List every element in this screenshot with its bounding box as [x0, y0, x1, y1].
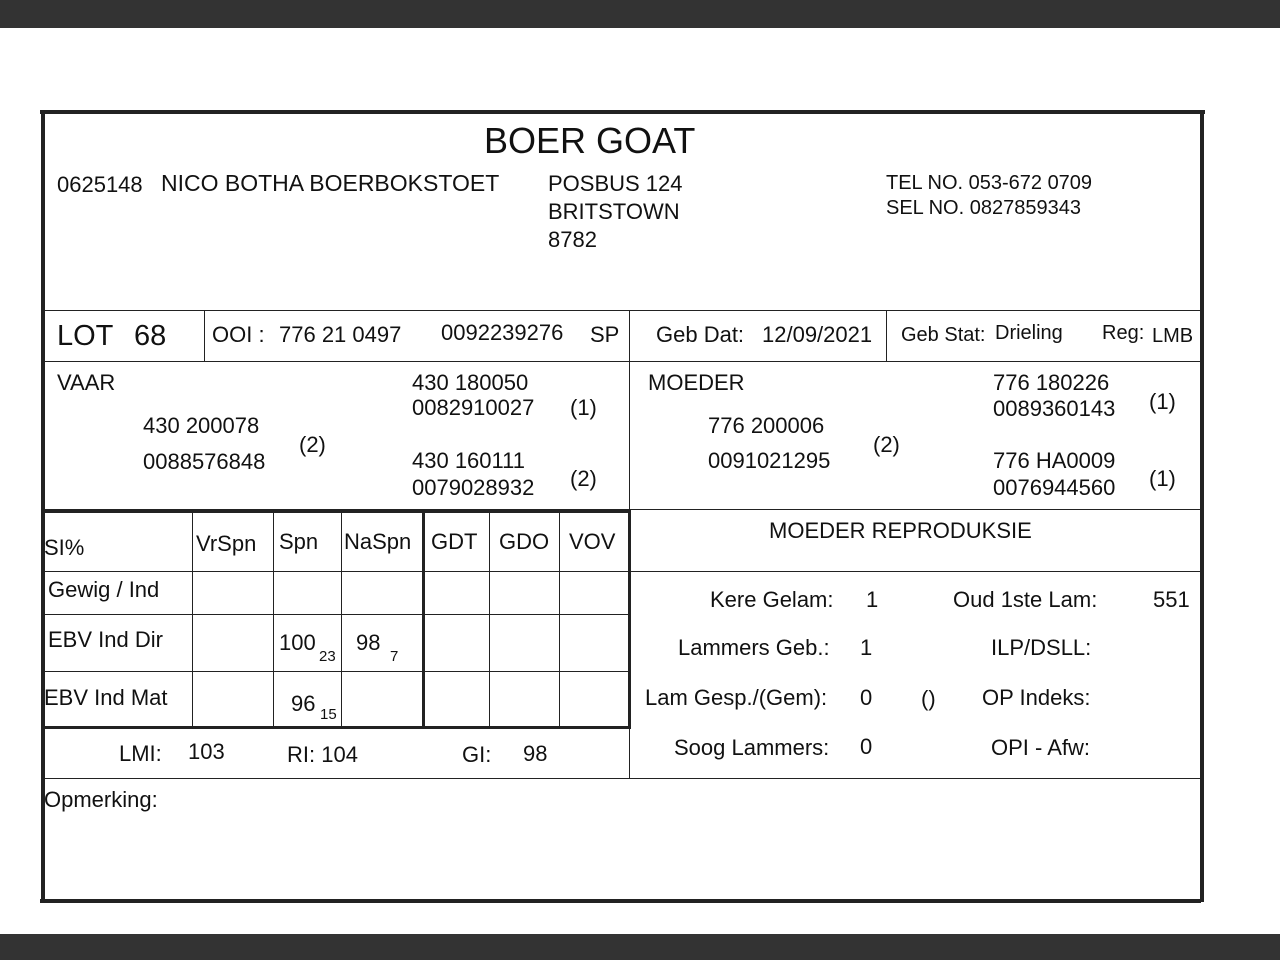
grid-header-gdt: GDT — [431, 529, 478, 554]
moeder-gdam-count: (1) — [1149, 466, 1176, 491]
breeder-name: NICO BOTHA BOERBOKSTOET — [161, 170, 500, 196]
address-line-2: BRITSTOWN — [548, 199, 680, 224]
lot-number: 68 — [134, 320, 167, 352]
kere-value: 1 — [866, 587, 879, 612]
gesp-value: 0 — [860, 685, 873, 710]
vaar-gsire-count: (1) — [570, 395, 597, 420]
geb-stat-value: Drieling — [995, 322, 1063, 344]
moeder-dam-no: 0091021295 — [708, 448, 831, 473]
oud-label: Oud 1ste Lam: — [953, 587, 1098, 612]
op-label: OP Indeks: — [982, 685, 1091, 710]
address-line-1: POSBUS 124 — [548, 171, 683, 196]
ilp-label: ILP/DSLL: — [991, 635, 1092, 660]
divider — [886, 310, 887, 361]
grid-header-gdo: GDO — [499, 529, 550, 554]
indexes-bottom-line — [44, 778, 1201, 779]
ebv-dir-naspn-acc: 7 — [390, 648, 399, 665]
moeder-gdam-id: 776 HA0009 — [993, 448, 1116, 473]
opi-label: OPI - Afw: — [991, 735, 1091, 760]
bottom-dark-bar — [0, 934, 1280, 960]
grid-col-line — [489, 512, 490, 727]
ebv-mat-spn: 96 — [291, 691, 316, 716]
divider — [204, 310, 205, 361]
oud-value: 551 — [1153, 587, 1190, 612]
grid-col-line-bold — [422, 512, 425, 727]
lammers-value: 1 — [860, 635, 873, 660]
ebv-dir-naspn: 98 — [356, 630, 381, 655]
tel-number: TEL NO. 053-672 0709 — [886, 172, 1093, 194]
top-dark-bar — [0, 0, 1280, 28]
breeder-number: 0625148 — [57, 172, 143, 197]
grid-col-line — [273, 512, 274, 727]
reg-value: LMB — [1152, 325, 1194, 347]
sel-number: SEL NO. 0827859343 — [886, 197, 1081, 219]
grid-col-line — [341, 512, 342, 727]
moeder-dam-id: 776 200006 — [708, 413, 825, 438]
vaar-label: VAAR — [57, 370, 116, 395]
lot-row-bottom-line — [44, 361, 1201, 362]
ooi-label: OOI : — [212, 322, 265, 347]
geb-dat-label: Geb Dat: — [656, 322, 745, 347]
vaar-gdam-id: 430 160111 — [412, 448, 525, 473]
geb-dat-value: 12/09/2021 — [762, 322, 873, 347]
ri-value: RI: 104 — [287, 742, 358, 767]
grid-row-gewig: Gewig / Ind — [48, 577, 160, 602]
lot-row-top-line — [44, 310, 1201, 311]
ebv-mat-spn-acc: 15 — [320, 706, 337, 723]
opmerking-label: Opmerking: — [44, 787, 158, 812]
repro-title: MOEDER REPRODUKSIE — [769, 518, 1032, 543]
moeder-gdam-no: 0076944560 — [993, 475, 1116, 500]
lammers-label: Lammers Geb.: — [678, 635, 830, 660]
grid-row-line — [44, 614, 630, 615]
grid-header-si: SI% — [44, 535, 85, 560]
vaar-gsire-id: 430 180050 — [412, 370, 529, 395]
soog-value: 0 — [860, 734, 873, 759]
geb-stat-label: Geb Stat: — [901, 324, 986, 346]
ooi-code: SP — [590, 322, 620, 347]
ooi-reg-no: 0092239276 — [441, 320, 564, 345]
card-title: BOER GOAT — [484, 120, 696, 161]
grid-row-ebv-dir: EBV Ind Dir — [48, 627, 163, 652]
gi-label: GI: — [462, 742, 492, 767]
frame-right — [1200, 112, 1204, 902]
reg-label: Reg: — [1102, 322, 1145, 344]
lmi-value: 103 — [188, 739, 225, 764]
grid-right-line — [628, 510, 631, 729]
repro-title-line — [630, 571, 1201, 572]
moeder-gsire-no: 0089360143 — [993, 396, 1116, 421]
vaar-sire-no: 0088576848 — [143, 449, 266, 474]
vaar-gdam-count: (2) — [570, 466, 597, 491]
soog-label: Soog Lammers: — [674, 735, 830, 760]
ebv-dir-spn-acc: 23 — [319, 648, 336, 665]
grid-row-line — [44, 671, 630, 672]
moeder-label: MOEDER — [648, 370, 745, 395]
grid-bottom-line — [43, 726, 631, 729]
grid-row-ebv-mat: EBV Ind Mat — [44, 685, 168, 710]
address-line-3: 8782 — [548, 227, 597, 252]
frame-left — [41, 112, 45, 902]
vaar-gsire-no: 0082910027 — [412, 395, 535, 420]
gem-value: () — [921, 686, 936, 711]
grid-col-line — [559, 512, 560, 727]
grid-row-line — [44, 571, 630, 572]
frame-top — [40, 110, 1205, 114]
grid-header-spn: Spn — [279, 529, 319, 554]
grid-header-naspn: NaSpn — [344, 529, 412, 554]
vaar-sire-count: (2) — [299, 432, 326, 457]
lmi-label: LMI: — [119, 741, 162, 766]
ooi-id: 776 21 0497 — [279, 322, 402, 347]
ebv-dir-spn: 100 — [279, 630, 316, 655]
moeder-gsire-count: (1) — [1149, 389, 1176, 414]
grid-header-vov: VOV — [569, 529, 616, 554]
gi-value: 98 — [523, 741, 548, 766]
gesp-label: Lam Gesp./(Gem): — [645, 685, 828, 710]
lot-label: LOT — [57, 320, 114, 352]
moeder-dam-count: (2) — [873, 432, 900, 457]
frame-bottom — [40, 899, 1201, 903]
grid-top-line — [43, 510, 631, 513]
moeder-gsire-id: 776 180226 — [993, 370, 1110, 395]
grid-header-vrspn: VrSpn — [196, 531, 257, 556]
kere-label: Kere Gelam: — [710, 587, 834, 612]
grid-col-line — [192, 512, 193, 727]
vaar-gdam-no: 0079028932 — [412, 475, 535, 500]
vaar-sire-id: 430 200078 — [143, 413, 260, 438]
